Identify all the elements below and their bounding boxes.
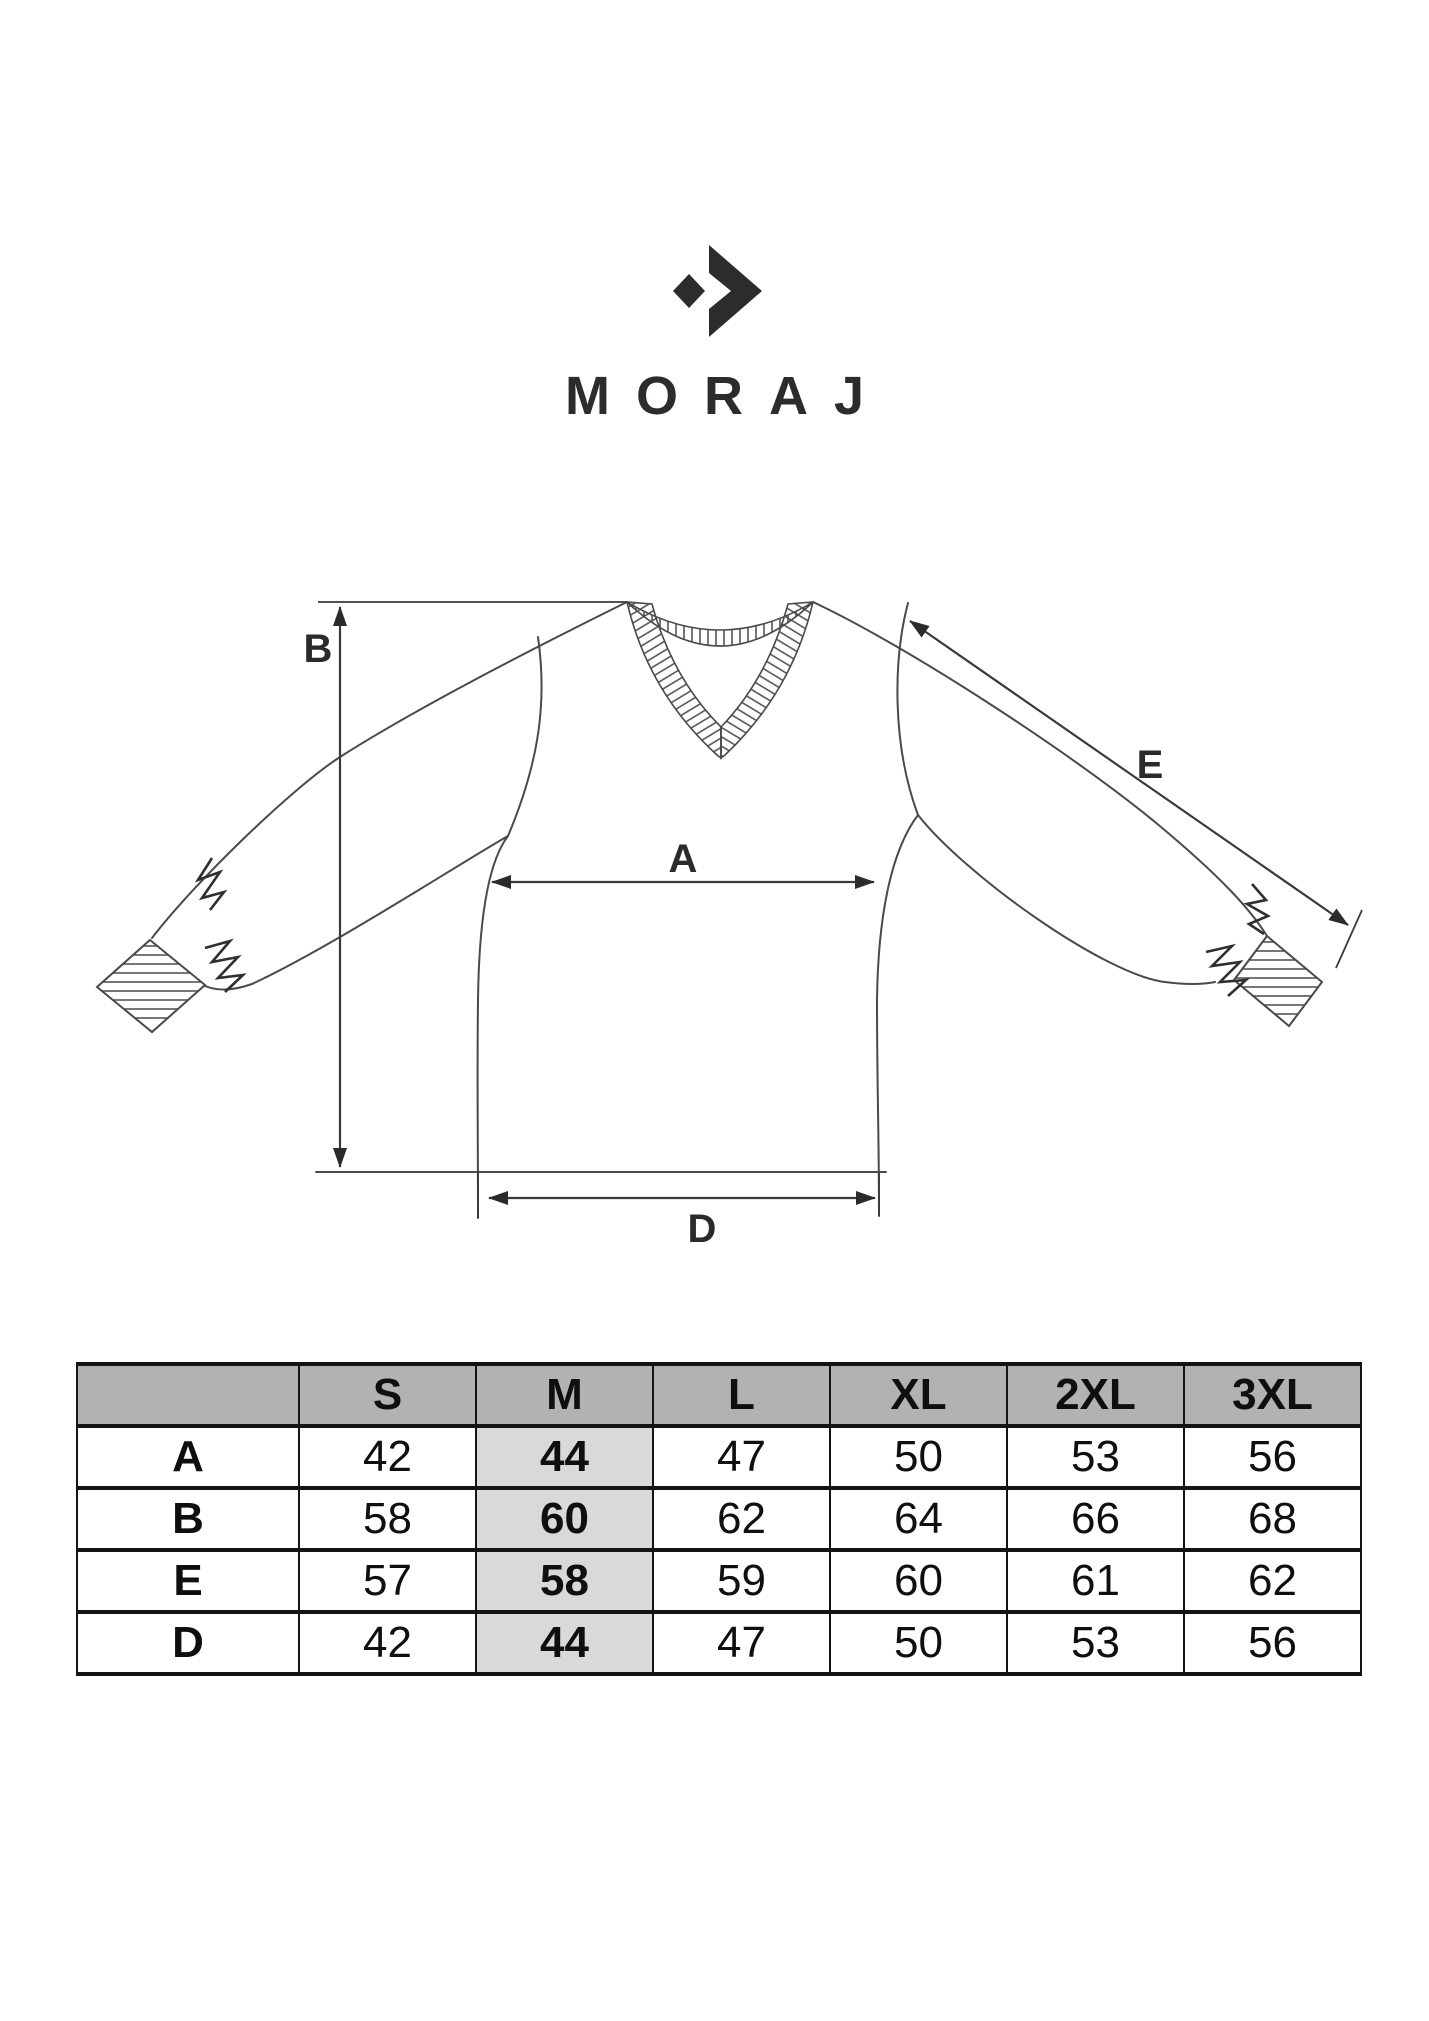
- size-value-cell: 53: [1007, 1612, 1184, 1674]
- size-value-cell: 62: [1184, 1550, 1361, 1612]
- size-value-cell: 42: [299, 1612, 476, 1674]
- logo-diamond-shape: [673, 274, 705, 308]
- size-value-cell-highlighted: 60: [476, 1488, 653, 1550]
- size-column-header: 2XL: [1007, 1364, 1184, 1426]
- right-sleeve-under-edge: [918, 815, 1215, 984]
- right-raglan-seam: [897, 603, 918, 815]
- right-side-seam: [877, 815, 918, 1216]
- dim-label-d: D: [687, 1207, 717, 1251]
- size-value-cell-highlighted: 58: [476, 1550, 653, 1612]
- table-row: [77, 1550, 1361, 1612]
- size-value-cell: 68: [1184, 1488, 1361, 1550]
- size-value-cell: 57: [299, 1550, 476, 1612]
- size-table-header-row: [77, 1364, 1361, 1426]
- dim-label-b: B: [303, 627, 333, 671]
- size-value-cell: 56: [1184, 1426, 1361, 1488]
- dimension-line-e: [910, 621, 1348, 925]
- brand-name: MORAJ: [564, 366, 890, 426]
- size-value-cell: 50: [830, 1426, 1007, 1488]
- size-value-cell: 47: [653, 1426, 830, 1488]
- table-row: [77, 1426, 1361, 1488]
- garment-outline: [152, 602, 1267, 1218]
- left-raglan-seam: [508, 637, 542, 836]
- brand-block: [0, 235, 1429, 426]
- size-value-cell: 58: [299, 1488, 476, 1550]
- corner-header-cell: [77, 1364, 299, 1426]
- measurement-row-label: E: [77, 1550, 299, 1612]
- size-column-header: XL: [830, 1364, 1007, 1426]
- size-column-header: 3XL: [1184, 1364, 1361, 1426]
- size-value-cell-highlighted: 44: [476, 1612, 653, 1674]
- dim-label-e: E: [1136, 743, 1164, 787]
- measurement-row-label: D: [77, 1612, 299, 1674]
- size-value-cell: 53: [1007, 1426, 1184, 1488]
- logo-chevron-shape: [709, 245, 762, 337]
- measurement-row-label: B: [77, 1488, 299, 1550]
- measurement-row-label: A: [77, 1426, 299, 1488]
- table-row: [77, 1612, 1361, 1674]
- dim-label-a: A: [668, 837, 698, 881]
- left-side-seam: [478, 836, 508, 1218]
- size-column-header: S: [299, 1364, 476, 1426]
- left-sleeve-under-edge: [205, 836, 508, 990]
- table-row: [77, 1488, 1361, 1550]
- size-value-cell: 59: [653, 1550, 830, 1612]
- size-value-cell: 47: [653, 1612, 830, 1674]
- left-sleeve-top-edge: [152, 602, 627, 938]
- size-column-header: L: [653, 1364, 830, 1426]
- size-value-cell: 60: [830, 1550, 1007, 1612]
- cuff-left: [92, 940, 212, 1032]
- size-value-cell: 50: [830, 1612, 1007, 1674]
- size-value-cell: 56: [1184, 1612, 1361, 1674]
- size-value-cell-highlighted: 44: [476, 1426, 653, 1488]
- size-value-cell: 62: [653, 1488, 830, 1550]
- right-sleeve-top-edge: [813, 602, 1267, 936]
- size-value-cell: 42: [299, 1426, 476, 1488]
- size-column-header: M: [476, 1364, 653, 1426]
- size-value-cell: 66: [1007, 1488, 1184, 1550]
- size-value-cell: 64: [830, 1488, 1007, 1550]
- measurement-diagram: [0, 540, 1429, 1330]
- collar-band: [627, 602, 813, 758]
- size-value-cell: 61: [1007, 1550, 1184, 1612]
- size-table: [76, 1362, 1362, 1676]
- brand-chevron-icon: [656, 235, 774, 343]
- dimension-lines: [318, 602, 1362, 1218]
